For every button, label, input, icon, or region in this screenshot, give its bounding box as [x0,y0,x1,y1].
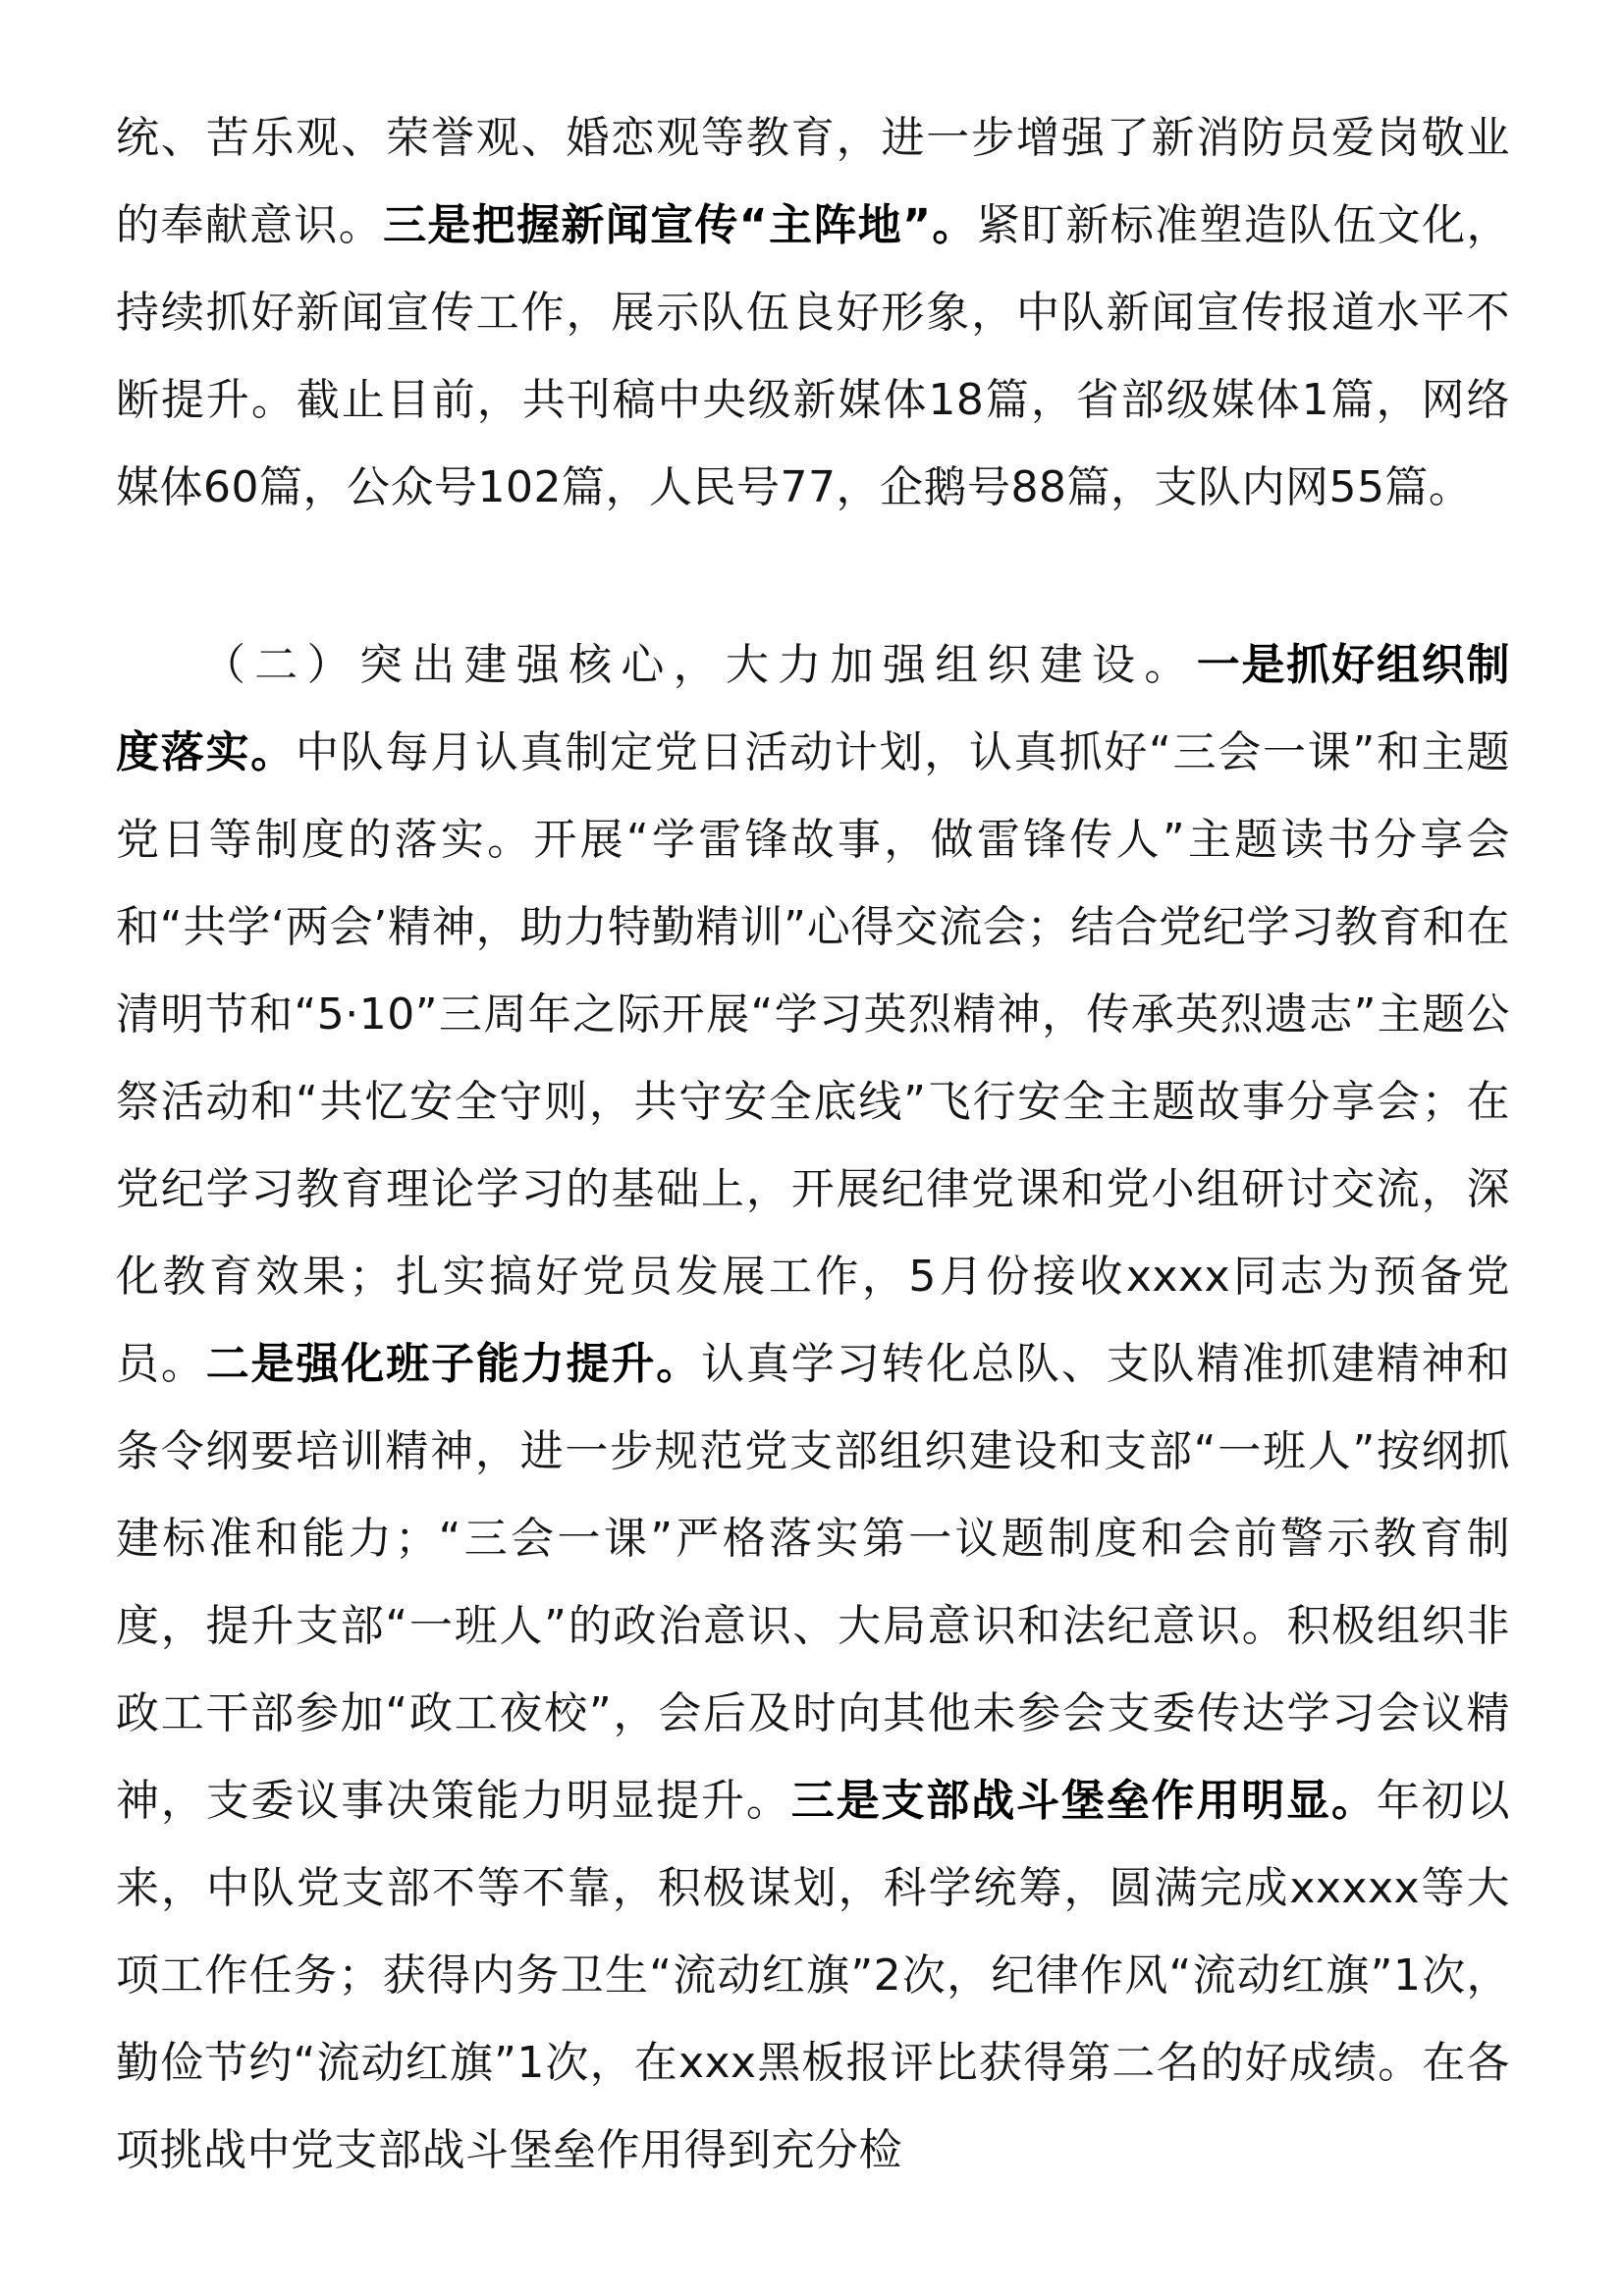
paragraph-text: 年初以来，中队党支部不等不靠，积极谋划，科学统筹，圆满完成xxxxx等大项工作任务；获得内务卫生“流动红旗”2次，纪律作风“流动红旗”1次，勤俭节约“流动红旗”1次，在xxx黑板报评比获得第二名的好成绩。在各项挑战中党支部战斗堡垒作用得到充分检 [116,1776,1511,2175]
bold-heading-branch-fortress: 三是支部战斗堡垒作用明显。 [790,1776,1377,1826]
paragraph-text: 中队每月认真制定党日活动计划，认真抓好“三会一课”和主题党日等制度的落实。开展“学雷锋故事，做雷锋传人”主题读书分享会和“共学‘两会’精神，助力特勤精训”心得交流会；结合党纪学习教育和在清明节和“5·10”三周年之际开展“学习英烈精神，传承英烈遗志”主题公祭活动和“共忆安全守则，共守安全底线”飞行安全主题故事分享会；在党纪学习教育理论学习的基础上，开展纪律党课和党小组研讨交流，深化教育效果；扎实搞好党员发展工作，5月份接收xxxx同志为预备党员。 [116,727,1511,1389]
section-heading: （二）突出建强核心，大力加强组织建设。 [202,640,1197,690]
paragraph-media-propaganda [116,94,1510,531]
paragraph-text: 统、苦乐观、荣誉观、婚恋观等教育，进一步增强了新消防员爱岗敬业的奉献意识。 [116,113,1510,250]
paragraph-text: 认真学习转化总队、支队精准抓建精神和条令纲要培训精神，进一步规范党支部组织建设和支部“一班人”按纲抓建标准和能力；“三会一课”严格落实第一议题制度和会前警示教育制度，提升支部“一班人”的政治意识、大局意识和法纪意识。积极组织非政工干部参加“政工夜校”，会后及时向其他未参会支委传达学习会议精神，支委议事决策能力明显提升。 [116,1339,1511,1826]
paragraph-text: 紧盯新标准塑造队伍文化，持续抓好新闻宣传工作，展示队伍良好形象，中队新闻宣传报道水平不断提升。截止目前，共刊稿中央级新媒体18篇，省部级媒体1篇，网络媒体60篇，公众号102篇，人民号77，企鹅号88篇，支队内网55篇。 [116,200,1510,512]
bold-heading-team-capability: 二是强化班子能力提升。 [205,1339,702,1389]
bold-heading-news-propaganda: 三是把握新闻宣传“主阵地”。 [383,200,977,250]
paragraph-organization-building [116,621,1510,2194]
bold-heading-organization-system: 一是抓好组织制度落实。 [116,640,1511,777]
